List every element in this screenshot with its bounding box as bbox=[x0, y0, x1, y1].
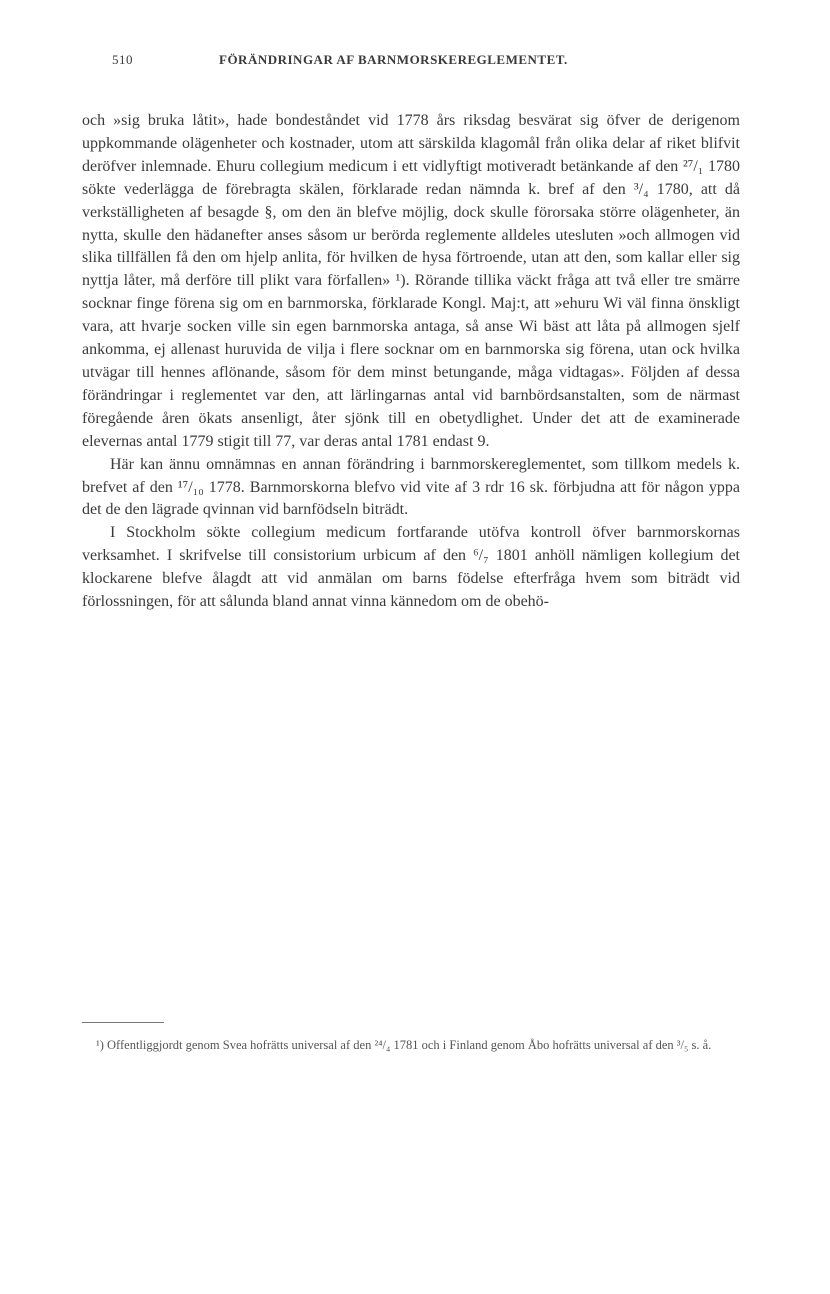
footnote-divider bbox=[82, 1022, 164, 1023]
footnote-1: ¹) Offentliggjordt genom Svea hofrätts universal af den ²⁴/₄ 1781 och i Finland genom Åbo hofrätts universal af den ³/₅ s. å. bbox=[96, 1038, 712, 1052]
footnotes bbox=[82, 1036, 740, 1055]
running-title: FÖRÄNDRINGAR AF BARNMORSKEREGLEMENTET. bbox=[219, 52, 568, 67]
paragraph-2: Här kan ännu omnämnas en annan förändring i barnmorskereglementet, som tillkom medels k. brefvet af den ¹⁷/₁₀ 1778. Barnmorskorna blefvo vid vite af 3 rdr 16 sk. förbjudna att för någon yppa det de den lägrade qvinnan vid barnfödseln biträdt. bbox=[82, 455, 740, 519]
paragraph-3: I Stockholm sökte collegium medicum fortfarande utöfva kontroll öfver barnmorskornas verksamhet. I skrifvelse till consistorium urbicum af den ⁶/₇ 1801 anhöll nämligen kollegium det klockarene blefve ålagdt att vid anmälan om barns födelse efterfråga hvem som biträdt vid förlossningen, för att sålunda bland annat vinna kännedom om de obehö- bbox=[82, 524, 740, 611]
body-text bbox=[82, 110, 740, 614]
paragraph-1: och »sig bruka låtit», hade bondeståndet vid 1778 års riksdag besvärat sig öfver de derigenom uppkommande olägenheter och kostnader, utom att särskilda klagomål från olika delar af riket blifvit deröfver inlemnade. Ehuru collegium medicum i ett vidlyftigt motiveradt betänkande af den ²⁷/₁ 1780 sökte vederlägga de förebragta skälen, förklarade redan nämnda k. bref af den ³/₄ 1780, att då verkställigheten af besagde §, om den än blefve möjlig, dock skulle förorsaka större olägenheter, än nytta, skulle den hädanefter anses såsom ur berörda reglemente alldeles utesluten »och allmogen vid slika tillfällen få den om hjelp anlita, för hvilken de hysa förtroende, utan att den, som kallar eller sig nyttja låter, må derföre till plikt vara förfallen» ¹). Rörande tillika väckt fråga att två eller tre smärre socknar finge förena sig om en barnmorska, förklarade Kongl. Maj:t, att »ehuru Wi väl finna önskligt vara, att hvarje socken ville sin egen barnmorska antaga, så anse Wi bäst att låta på allmogen sjelf ankomma, ej allenast huruvida de vilja i flere socknar om en barnmorska sig förena, utan ock hvilka utvägar till hennes aflönande, såsom för dem minst betungande, måga vidtagas». Följden af dessa förändringar i reglementet var den, att lärlingarnas antal vid barnbördsanstalten, som de närmast föregående åren ökats ansenligt, åter sjönk till en obetydlighet. Under det att de examinerade elevernas antal 1779 stigit till 77, var deras antal 1781 endast 9. bbox=[82, 112, 740, 450]
page-number: 510 bbox=[112, 52, 133, 67]
page-header bbox=[112, 52, 732, 74]
